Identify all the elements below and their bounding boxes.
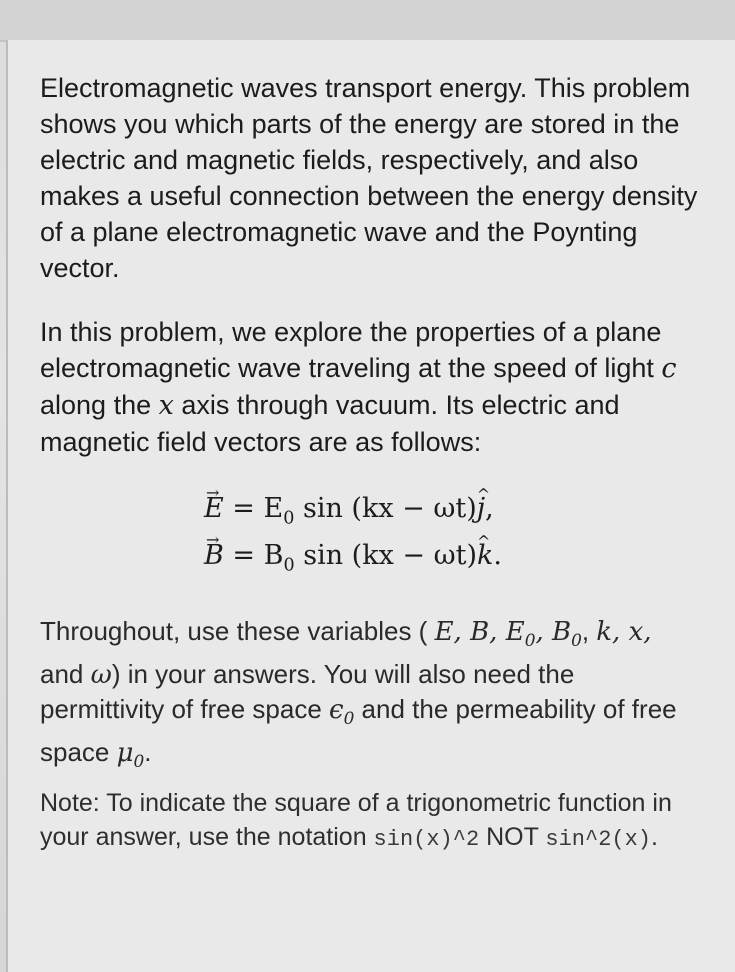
j-unit-vector: ^ j	[477, 490, 485, 528]
electric-field-equation	[204, 490, 624, 537]
b-amplitude-sub: 0	[283, 555, 295, 576]
b-end: .	[493, 540, 502, 572]
k-unit-vector: ^ k	[477, 537, 493, 575]
magnetic-field-vector: → B	[204, 537, 224, 575]
x-axis-symbol: x	[158, 390, 174, 421]
speed-of-light-symbol: c	[661, 353, 677, 384]
variables-list: E, B, E	[434, 617, 525, 647]
variables-and: and	[40, 659, 91, 690]
b-rhs-pre: = B	[223, 540, 284, 572]
variables-kx: k, x,	[596, 617, 652, 647]
variables-list-3: ,	[581, 616, 590, 646]
e-amplitude-sub: 0	[283, 508, 295, 529]
top-band	[0, 0, 735, 42]
note-paragraph	[40, 786, 700, 857]
magnetic-field-equation	[204, 537, 624, 584]
mu-symbol: μ	[116, 738, 134, 769]
field-equations	[204, 490, 624, 585]
e-rhs-post: sin (kx − ωt)	[294, 493, 477, 524]
omega-symbol: ω	[90, 660, 112, 691]
electric-field-vector: → E	[204, 490, 224, 528]
b0-sub: 0	[571, 630, 582, 651]
variables-text-3: and the permeability of free space	[40, 694, 677, 768]
notation-code-correct: sin(x)^2	[373, 827, 480, 852]
e-end: ,	[485, 493, 494, 524]
epsilon-symbol: ϵ	[329, 695, 344, 726]
e0-sub: 0	[524, 630, 536, 651]
setup-text-3: axis through vacuum. Its electric and magnetic field vectors are as follows:	[40, 390, 620, 457]
variables-lead: Throughout, use these variables (	[40, 616, 435, 646]
variables-text-2: ) in your answers. You will also need the permittivity of free space	[40, 659, 575, 725]
variables-list-2: , B	[535, 617, 572, 647]
mu-sub: 0	[133, 751, 145, 772]
note-text-2: NOT	[479, 823, 546, 851]
problem-card	[6, 40, 735, 972]
note-text-1: Note: To indicate the square of a trigonometric function in your answer, use the notation	[40, 789, 672, 851]
setup-text-1: In this problem, we explore the properties of a plane electromagnetic wave traveling at the speed of light	[40, 317, 662, 383]
notation-code-incorrect: sin^2(x)	[545, 827, 652, 852]
intro-paragraph: Electromagnetic waves transport energy. This problem shows you which parts of the energy are stored in the electric and magnetic fields, respectively, and also makes a useful connection between the energy density of a plane electromagnetic wave and the Poynting vector.	[40, 73, 698, 283]
e-rhs-pre: = E	[223, 493, 284, 524]
b-rhs-post: sin (kx − ωt)	[294, 540, 477, 572]
setup-text-2: along the	[40, 390, 159, 420]
epsilon-sub: 0	[343, 708, 355, 729]
variables-paragraph	[40, 614, 700, 779]
note-end: .	[651, 823, 658, 851]
variables-end: .	[144, 737, 152, 768]
setup-paragraph	[40, 314, 700, 460]
